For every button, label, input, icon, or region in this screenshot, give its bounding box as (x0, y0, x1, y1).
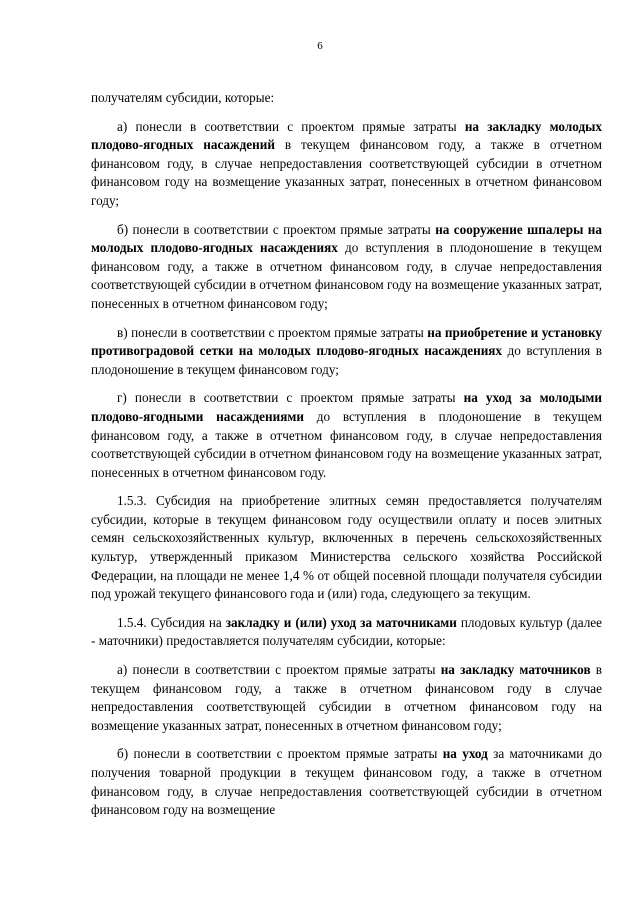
paragraph-b-mother-plants-care (91, 745, 602, 819)
text-run: а) понесли в соответствии с проектом прямые затраты (117, 118, 465, 134)
paragraph-1-5-3 (91, 492, 602, 604)
text-run: в текущем финансовом году, а также в отчетном финансовом году, в случае непредоставления соответствующей субсидии в отчетном финансовом году на возмещение указанных затрат, понесенных в отчетном финансовом году; (91, 137, 602, 208)
paragraph-a-planting (91, 118, 602, 211)
bold-text-run: закладку и (или) уход за маточниками (225, 614, 457, 630)
bold-text-run: на приобретение и установку противоградовой сетки на молодых плодово-ягодных насаждениях (91, 324, 603, 359)
paragraph-a-mother-plants (91, 661, 602, 735)
text-run: за маточниками до получения товарной продукции в текущем финансовом году, а также в отчетном финансовом году, в случае непредоставления соответствующей субсидии в отчетном финансовом году на возмещение (91, 746, 603, 818)
bold-text-run: на закладку молодых плодово-ягодных насаждений (91, 118, 603, 153)
text-run: до вступления в плодоношение в текущем финансовом году, а также в отчетном финансовом году, в случае непредоставления соответствующей субсидии в отчетном финансовом году на возмещение указанных затрат, понесенных в отчетном финансовом году. (91, 408, 602, 480)
bold-text-run: на уход за молодыми плодово-ягодными насаждениями (91, 390, 602, 424)
text-run: в) понесли в соответствии с проектом прямые затраты (117, 324, 428, 340)
paragraph-b-trellis (91, 221, 602, 314)
text-run: б) понесли в соответствии с проектом прямые затраты (117, 746, 443, 762)
text-run: в текущем финансовом году, а также в отчетном финансовом году в случае непредоставления соответствующей субсидии в отчетном финансовом году на возмещение указанных затрат, понесенных в отчетном финансовом году; (91, 662, 602, 733)
text-run: б) понесли в соответствии с проектом прямые затраты (117, 221, 436, 237)
text-run: до вступления в плодоношение в текущем финансовом году, а также в отчетном финансовом году, в случае непредоставления соответствующей субсидии в отчетном финансовом году на возмещение указанных затрат, понесенных в отчетном финансовом году; (91, 240, 603, 311)
bold-text-run: на уход (442, 746, 488, 762)
text-run: а) понесли в соответствии с проектом прямые затраты (117, 662, 441, 678)
text-run: получателям субсидии, которые: (91, 90, 275, 105)
text-run: до вступления в плодоношение в текущем финансовом году; (91, 343, 602, 377)
text-run: плодовых культур (далее - маточники) предоставляется получателям субсидии, которые: (91, 614, 602, 649)
paragraph-1-5-4 (91, 614, 602, 651)
text-run: 1.5.4. Субсидия на (117, 614, 226, 630)
document-body (91, 89, 602, 830)
paragraph-intro (91, 89, 602, 108)
page-number: 6 (317, 40, 323, 52)
text-run: 1.5.3. Субсидия на приобретение элитных семян предоставляется получателям субсидии, которые в текущем финансовом году осуществили оплату и посев элитных семян сельскохозяйственных культур, включенных в перечень сельскохозяйственных культур, утвержденный приказом Министерства сельского хозяйства Российской Федерации, на площади не менее 1,4 % от общей посевной площади получателя субсидии под урожай текущего финансового года и (или) года, следующего за текущим. (91, 493, 602, 602)
bold-text-run: на закладку маточников (440, 662, 591, 678)
paragraph-g-care (91, 389, 602, 482)
paragraph-v-hail-net (91, 324, 602, 380)
text-run: г) понесли в соответствии с проектом прямые затраты (117, 390, 464, 406)
bold-text-run: на сооружение шпалеры на молодых плодово-ягодных насаждениях (91, 221, 603, 256)
